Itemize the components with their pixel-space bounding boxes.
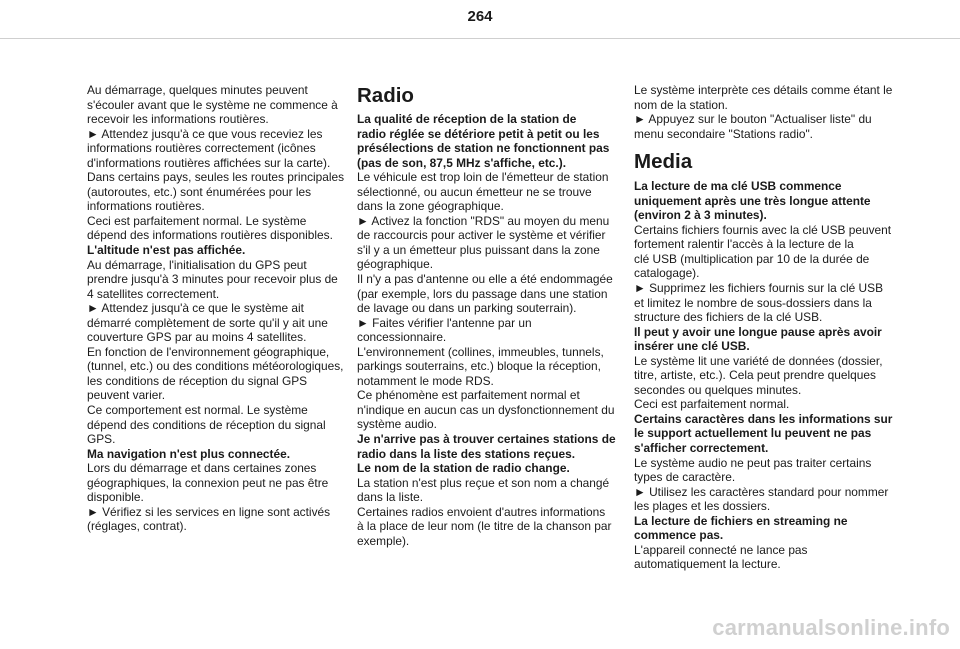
paragraph: ► Supprimez les fichiers fournis sur la clé USB et limitez le nombre de sous-dossiers dans la structure des fichiers de la clé USB. [634, 281, 884, 325]
paragraph: ► Attendez jusqu'à ce que vous receviez les informations routières correctement (icônes d'informations routières affichées sur la carte). [87, 126, 331, 170]
watermark: carmanualsonline.info [712, 615, 950, 640]
paragraph: Certains fichiers fournis avec la clé USB peuvent fortement ralentir l'accès à la lecture de la clé USB (multiplication par 10 de la durée de catalogage). [634, 222, 892, 281]
paragraph: Au démarrage, quelques minutes peuvent s'écouler avant que le système ne commence à recevoir les informations routières. [87, 83, 338, 127]
paragraph: Ce comportement est normal. Le système dépend des conditions de réception du signal GPS. [87, 403, 326, 447]
media-heading: Media [634, 150, 693, 174]
question-heading: Je n'arrive pas à trouver certaines stations de radio dans la liste des stations reçues. [357, 432, 616, 461]
paragraph: ► Attendez jusqu'à ce que le système ait démarré complètement de sorte qu'il y ait une couverture GPS par au moins 4 satellites. [87, 301, 328, 345]
paragraph: En fonction de l'environnement géographique, (tunnel, etc.) ou des conditions météorologiques, les conditions de réception du signal GPS peuvent varier. [87, 344, 344, 403]
paragraph: Le système audio ne peut pas traiter certains types de caractère. [634, 455, 872, 485]
question-heading: L'altitude n'est pas affichée. [87, 243, 246, 258]
paragraph: Certaines radios envoient d'autres informations à la place de leur nom (le titre de la chanson par exemple). [357, 504, 612, 548]
paragraph: Lors du démarrage et dans certaines zones géographiques, la connexion peut ne pas être disponible. [87, 461, 329, 505]
question-heading: La lecture de ma clé USB commence uniquement après une très longue attente (environ 2 à 3 minutes). [634, 179, 871, 223]
paragraph: Ceci est parfaitement normal. Le système dépend des informations routières disponibles. [87, 213, 333, 243]
paragraph: La station n'est plus reçue et son nom a changé dans la liste. [357, 475, 610, 505]
paragraph: ► Faites vérifier l'antenne par un concessionnaire. [357, 315, 532, 345]
paragraph: ► Activez la fonction "RDS" au moyen du menu de raccourcis pour activer le système et vérifier s'il y a un émetteur plus puissant dans la zone géographique. [357, 213, 610, 272]
paragraph: Il n'y a pas d'antenne ou elle a été endommagée (par exemple, lors du passage dans une station de lavage ou dans un parking souterrain). [357, 272, 613, 316]
paragraph: L'appareil connecté ne lance pas automatiquement la lecture. [634, 542, 808, 572]
paragraph: Le véhicule est trop loin de l'émetteur de station sélectionné, ou aucun émetteur ne se trouve dans la zone géographique. [357, 170, 609, 214]
radio-heading: Radio [357, 84, 414, 107]
page-number: 264 [467, 8, 493, 25]
paragraph: ► Appuyez sur le bouton "Actualiser liste" du menu secondaire "Stations radio". [634, 112, 872, 141]
paragraph: Le système lit une variété de données (dossier, titre, artiste, etc.). Cela peut prendre quelques secondes ou quelques minutes. [634, 353, 883, 397]
radio-continued [634, 83, 906, 141]
question-heading: La lecture de fichiers en streaming ne commence pas. [634, 513, 848, 543]
radio-body [357, 112, 631, 548]
question-heading: Il peut y avoir une longue pause après avoir insérer une clé USB. [634, 324, 882, 354]
paragraph: ► Vérifiez si les services en ligne sont activés (réglages, contrat). [87, 504, 331, 534]
question-heading: Ma navigation n'est plus connectée. [87, 446, 291, 461]
question-heading: Certains caractères dans les informations sur le support actuellement lu peuvent ne pas s'afficher correctement. [634, 411, 893, 456]
header-divider [0, 38, 960, 39]
paragraph: Dans certains pays, seules les routes principales (autoroutes, etc.) sont énumérées pour les informations routières. [87, 170, 345, 214]
question-heading: La qualité de réception de la station de radio réglée se détériore petit à petit ou les présélections de station ne fonctionnent pas (pas de son, 87,5 MHz s'affiche, etc.). [357, 112, 610, 170]
paragraph: Ce phénomène est parfaitement normal et n'indique en aucun cas un dysfonctionnement du système audio. [357, 388, 615, 432]
media-body [634, 179, 906, 572]
column-media [634, 83, 906, 572]
paragraph: Ceci est parfaitement normal. [634, 397, 790, 412]
column-navigation-issues [87, 83, 359, 534]
paragraph: Le système interprète ces détails comme étant le nom de la station. [634, 83, 893, 112]
paragraph: ► Utilisez les caractères standard pour nommer les plages et les dossiers. [634, 484, 889, 514]
paragraph: Au démarrage, l'initialisation du GPS peut prendre jusqu'à 3 minutes pour recevoir plus de 4 satellites correctement. [87, 257, 338, 301]
paragraph: L'environnement (collines, immeubles, tunnels, parkings souterrains, etc.) bloque la réception, notamment le mode RDS. [357, 344, 604, 388]
column-radio [357, 83, 631, 548]
question-heading: Le nom de la station de radio change. [357, 461, 570, 476]
